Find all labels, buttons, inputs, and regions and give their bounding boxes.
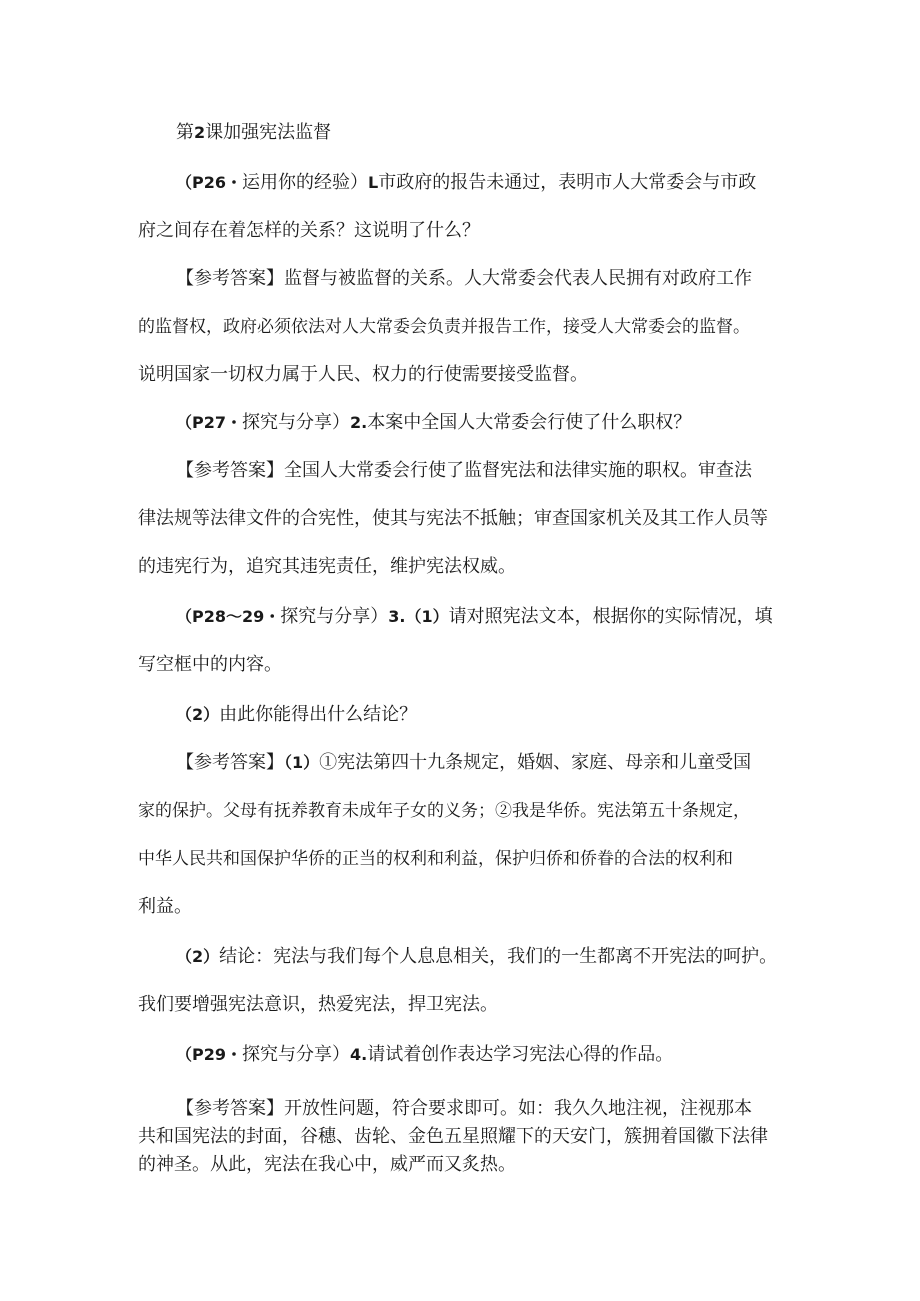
question-2-text: 本案中全国人大常委会行使了什么职权？ [367, 412, 692, 433]
title-number: 2 [194, 123, 206, 142]
answer-2-line-3: 的违宪行为，追究其违宪责任，维护宪法权威。 [138, 556, 516, 577]
title-prefix: 第 [176, 122, 194, 143]
answer-3-part-2-number: （2） [176, 947, 220, 966]
question-3-number: 3.（1） [388, 607, 449, 626]
question-2 [176, 410, 826, 436]
question-2-number: 2. [350, 413, 368, 432]
question-4-label: 探究与分享） [242, 1044, 350, 1065]
answer-3-part-2 [176, 944, 826, 970]
question-2-page-ref: （P27・ [176, 413, 242, 432]
question-1-page-ref: （P26・ [176, 173, 242, 192]
question-1 [176, 170, 826, 196]
answer-3-number: （1） [284, 753, 320, 772]
answer-3-line-3: 中华人民共和国保护华侨的正当的权利和利益，保护归侨和侨眷的合法的权利和 [138, 849, 733, 869]
question-3 [176, 604, 826, 630]
lesson-title [176, 120, 826, 146]
answer-2-line-1: 【参考答案】全国人大常委会行使了监督宪法和法律实施的职权。审查法 [176, 460, 752, 481]
answer-3-text: ①宪法第四十九条规定，婚姻、家庭、母亲和儿童受国 [319, 752, 752, 773]
answer-3-part-2-text: 结论：宪法与我们每个人息息相关，我们的一生都离不开宪法的呵护。 [219, 946, 778, 967]
answer-3-line-1 [176, 750, 826, 776]
answer-3-line-4: 利益。 [138, 896, 192, 917]
answer-1-line-2: 的监督权，政府必须依法对人大常委会负责并报告工作，接受人大常委会的监督。 [138, 317, 750, 337]
answer-1-line-1: 【参考答案】监督与被监督的关系。人大常委会代表人民拥有对政府工作 [176, 268, 752, 289]
answer-4-line-1: 【参考答案】开放性问题，符合要求即可。如：我久久地注视，注视那本 [176, 1098, 752, 1119]
question-3-part-2-text: 由此你能得出什么结论？ [219, 704, 418, 725]
question-3-label: 探究与分享） [280, 606, 389, 627]
question-1-text: 市政府的报告未通过，表明市人大常委会与市政 [378, 172, 757, 193]
question-3-page-ref: （P28〜29・ [176, 607, 281, 626]
question-3-line-2: 写空框中的内容。 [138, 654, 282, 675]
answer-1-line-3: 说明国家一切权力属于人民、权力的行使需要接受监督。 [138, 364, 588, 385]
answer-3-part-2-line-2: 我们要增强宪法意识，热爱宪法，捍卫宪法。 [138, 994, 498, 1015]
answer-3-line-2: 家的保护。父母有抚养教育未成年子女的义务；②我是华侨。宪法第五十条规定， [138, 801, 750, 821]
question-1-label: 运用你的经验） [242, 172, 368, 193]
answer-3-prefix: 【参考答案】 [176, 752, 284, 773]
question-4 [176, 1042, 826, 1068]
question-1-number: L [368, 173, 379, 192]
question-3-text: 请对照宪法文本，根据你的实际情况，填 [448, 606, 773, 627]
question-4-text: 请试着创作表达学习宪法心得的作品。 [367, 1044, 674, 1065]
question-2-label: 探究与分享） [242, 412, 350, 433]
question-1-line-2: 府之间存在着怎样的关系？这说明了什么？ [138, 220, 480, 241]
question-4-number: 4. [350, 1045, 368, 1064]
answer-2-line-2: 律法规等法律文件的合宪性，使其与宪法不抵触；审查国家机关及其工作人员等 [138, 508, 768, 529]
answer-4-line-3: 的神圣。从此，宪法在我心中，威严而又炙热。 [138, 1154, 516, 1175]
title-text: 课加强宪法监督 [205, 122, 332, 143]
question-3-part-2-number: （2） [176, 705, 220, 724]
question-4-page-ref: （P29・ [176, 1045, 242, 1064]
answer-4-line-2: 共和国宪法的封面，谷穗、齿轮、金色五星照耀下的天安门，簇拥着国徽下法律 [138, 1126, 768, 1147]
question-3-part-2 [176, 702, 826, 728]
